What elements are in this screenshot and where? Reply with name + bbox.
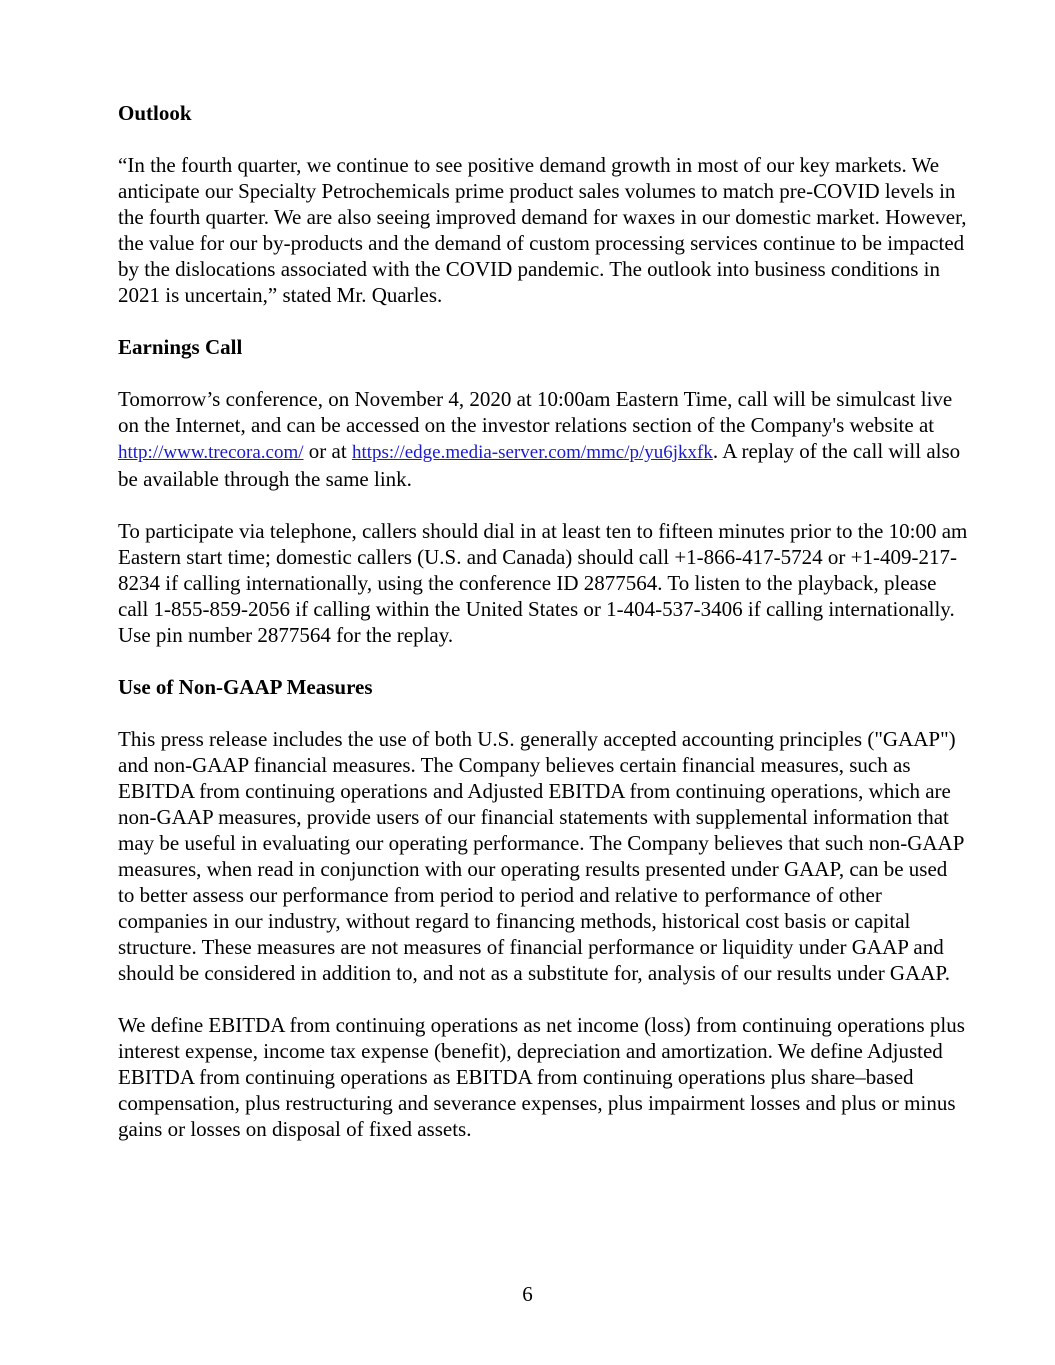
non-gaap-paragraph-2: We define EBITDA from continuing operations as net income (loss) from continuing operations plus interest expense, income tax expense (benefit), depreciation and amortization. We define Adjusted EBITDA from continuing operations as EBITDA from continuing operations plus share–based compensation, plus restructuring and severance expenses, plus impairment losses and plus or minus gains or losses on disposal of fixed assets. bbox=[118, 1013, 965, 1141]
document-page bbox=[118, 100, 968, 1168]
earnings-call-text-after: . A replay of the call will also be available through the same link. bbox=[118, 439, 961, 491]
earnings-call-paragraph-1 bbox=[118, 386, 968, 492]
outlook-heading: Outlook bbox=[118, 101, 192, 125]
webcast-link[interactable]: https://edge.media-server.com/mmc/p/yu6jkxfk bbox=[351, 442, 713, 463]
earnings-call-heading: Earnings Call bbox=[118, 335, 243, 359]
non-gaap-paragraph-1: This press release includes the use of both U.S. generally accepted accounting principles ("GAAP") and non-GAAP financial measures. The Company believes certain financial measures, such as EBITDA from continuing operations and Adjusted EBITDA from continuing operations, which are non-GAAP measures, provide users of our financial statements with supplemental information that may be useful in evaluating our operating performance. The Company believes that such non-GAAP measures, when read in conjunction with our operating results presented under GAAP, can be used to better assess our performance from period to period and relative to performance of other companies in our industry, without regard to financing methods, historical cost basis or capital structure. These measures are not measures of financial performance or liquidity under GAAP and should be considered in addition to, and not as a substitute for, analysis of our results under GAAP. bbox=[118, 727, 964, 985]
outlook-paragraph: “In the fourth quarter, we continue to see positive demand growth in most of our key markets. We anticipate our Specialty Petrochemicals prime product sales volumes to match pre-COVID levels in the fourth quarter. We are also seeing improved demand for waxes in our domestic market. However, the value for our by-products and the demand of custom processing services continue to be impacted by the dislocations associated with the COVID pandemic. The outlook into business conditions in 2021 is uncertain,” stated Mr. Quarles. bbox=[118, 153, 967, 307]
non-gaap-heading: Use of Non-GAAP Measures bbox=[118, 675, 373, 699]
page-number: 6 bbox=[522, 1282, 533, 1306]
earnings-call-text-middle: or at bbox=[303, 439, 352, 463]
earnings-call-paragraph-2: To participate via telephone, callers should dial in at least ten to fifteen minutes prior to the 10:00 am Eastern start time; domestic callers (U.S. and Canada) should call +1-866-417-5724 or +1-409-217-8234 if calling internationally, using the conference ID 2877564. To listen to the playback, please call 1-855-859-2056 if calling within the United States or 1-404-537-3406 if calling internationally. Use pin number 2877564 for the replay. bbox=[118, 519, 968, 647]
trecora-website-link[interactable]: http://www.trecora.com/ bbox=[118, 442, 304, 463]
earnings-call-text-before: Tomorrow’s conference, on November 4, 2020 at 10:00am Eastern Time, call will be simulcast live on the Internet, and can be accessed on the investor relations section of the Company's website at bbox=[118, 387, 953, 437]
